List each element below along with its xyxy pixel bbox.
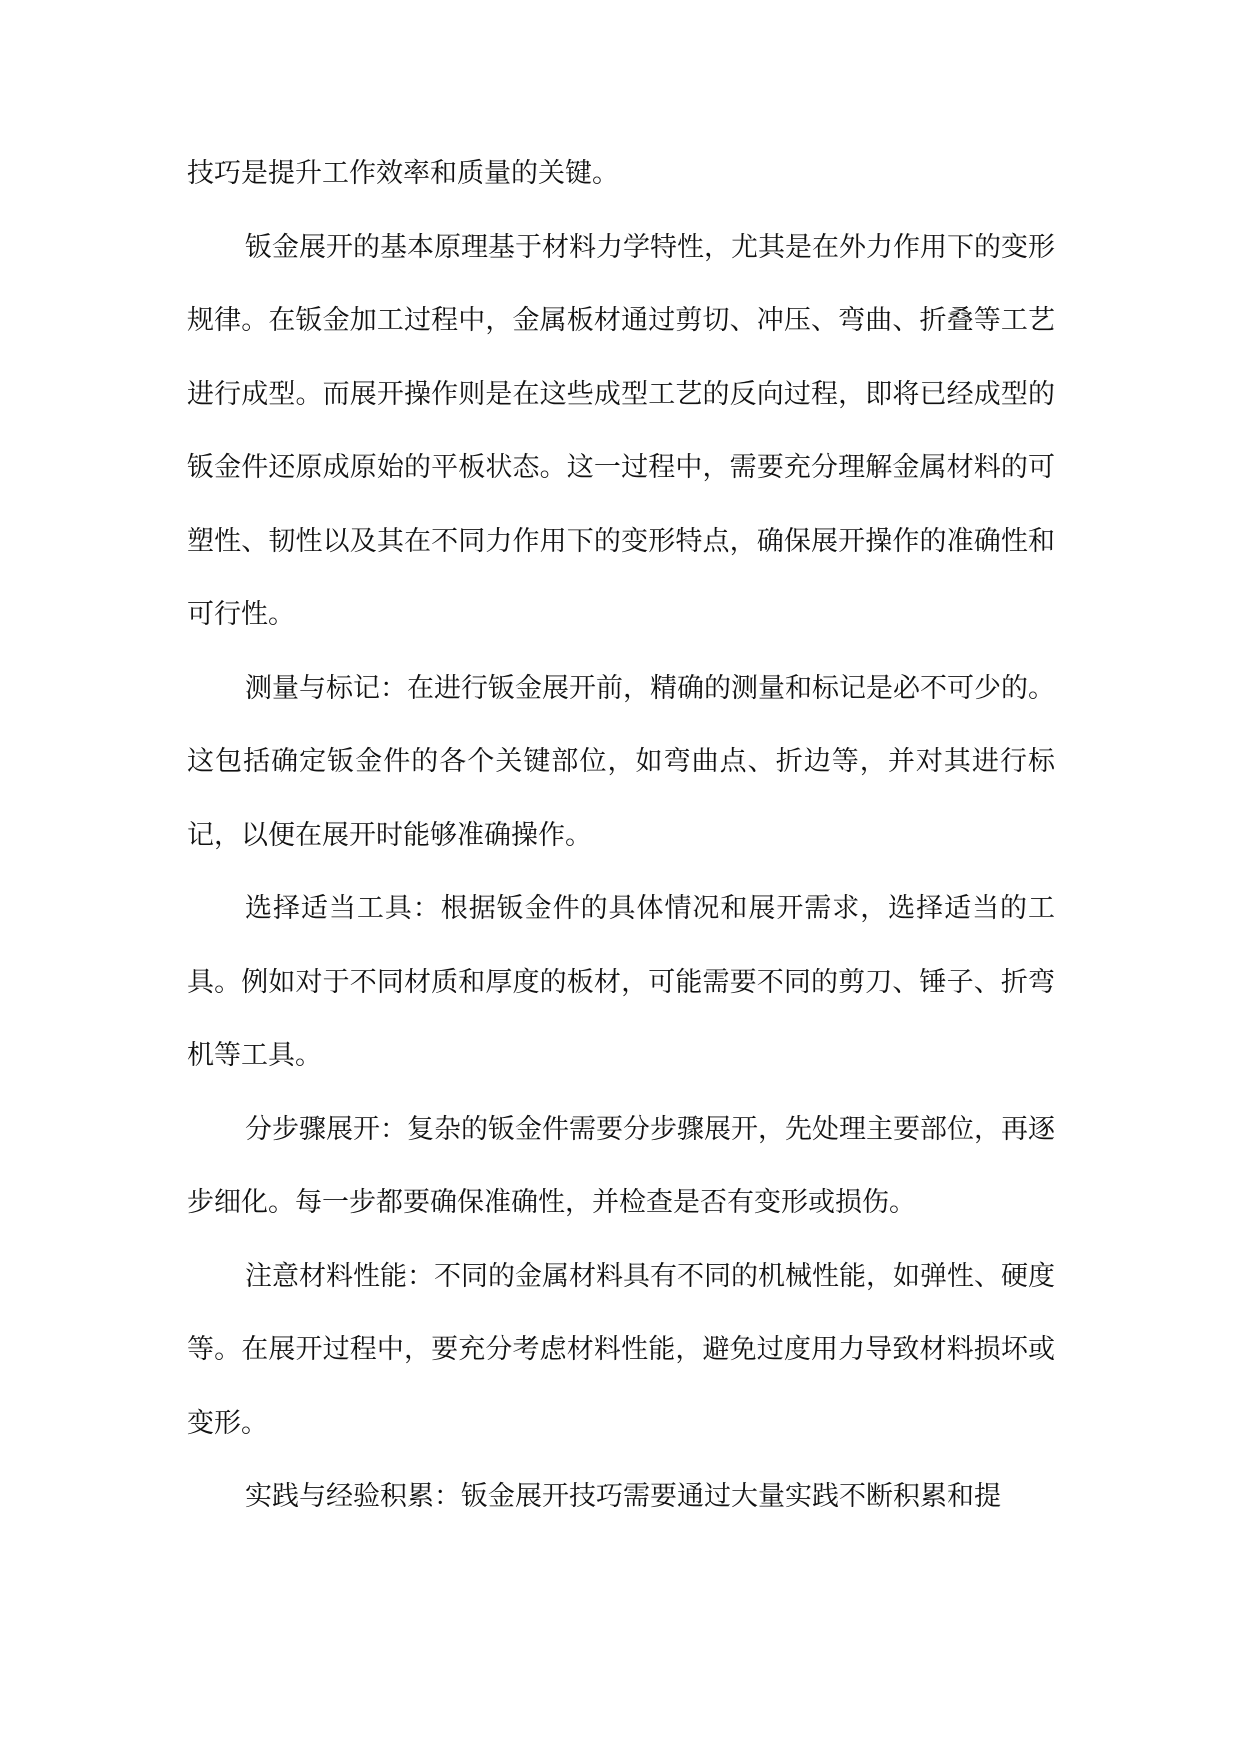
body-text xyxy=(187,137,1055,1534)
paragraph-measure-mark: 测量与标记：在进行钣金展开前，精确的测量和标记是必不可少的。这包括确定钣金件的各个关键部位，如弯曲点、折边等，并对其进行标记，以便在展开时能够准确操作。 xyxy=(187,672,1055,851)
paragraph-continuation: 技巧是提升工作效率和质量的关键。 xyxy=(187,158,619,189)
paragraph-step-unfold: 分步骤展开：复杂的钣金件需要分步骤展开，先处理主要部位，再逐步细化。每一步都要确保准确性，并检查是否有变形或损伤。 xyxy=(187,1113,1055,1218)
paragraph-material-properties: 注意材料性能：不同的金属材料具有不同的机械性能，如弹性、硬度等。在展开过程中，要充分考虑材料性能，避免过度用力导致材料损坏或变形。 xyxy=(187,1260,1055,1439)
paragraph-select-tools: 选择适当工具：根据钣金件的具体情况和展开需求，选择适当的工具。例如对于不同材质和厚度的板材，可能需要不同的剪刀、锤子、折弯机等工具。 xyxy=(187,893,1055,1071)
paragraph-practice-experience: 实践与经验积累：钣金展开技巧需要通过大量实践不断积累和提 xyxy=(245,1481,1001,1512)
paragraph-principle: 钣金展开的基本原理基于材料力学特性，尤其是在外力作用下的变形规律。在钣金加工过程中，金属板材通过剪切、冲压、弯曲、折叠等工艺进行成型。而展开操作则是在这些成型工艺的反向过程，即将已经成型的钣金件还原成原始的平板状态。这一过程中，需要充分理解金属材料的可塑性、韧性以及其在不同力作用下的变形特点，确保展开操作的准确性和可行性。 xyxy=(187,231,1055,630)
